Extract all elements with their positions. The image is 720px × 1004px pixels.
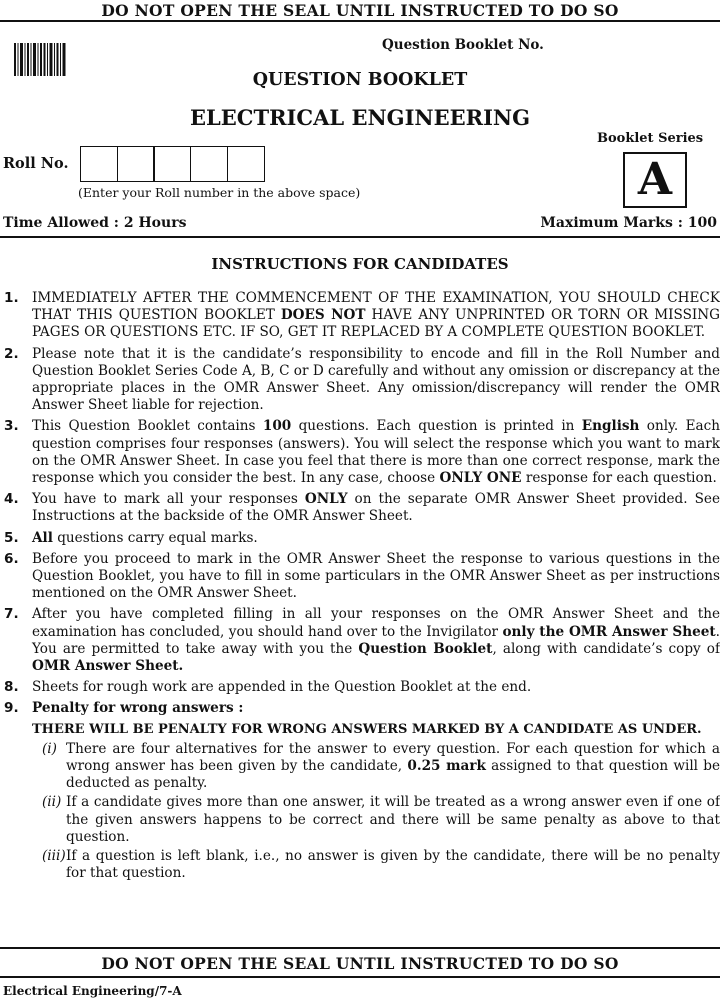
subject-title: ELECTRICAL ENGINEERING xyxy=(189,105,531,130)
instructions-heading: INSTRUCTIONS FOR CANDIDATES xyxy=(211,255,509,273)
instruction-5: 5. All questions carry equal marks. xyxy=(4,529,258,546)
time-allowed: Time Allowed : 2 Hours xyxy=(3,215,187,231)
roll-box[interactable] xyxy=(227,146,265,182)
booklet-title: QUESTION BOOKLET xyxy=(252,70,468,90)
instruction-1: 1. IMMEDIATELY AFTER THE COMMENCEMENT OF THE EXAMINATION, YOU SHOULD CHECK THAT THIS QUESTION BOOKLET DOES NOT HAVE ANY UNPRINTED OR TORN OR MISSING PAGES OR QUESTIONS ETC. IF SO, GET IT REPLACED BY A COMPLETE QUESTION BOOKLET. xyxy=(4,290,720,341)
top-banner: DO NOT OPEN THE SEAL UNTIL INSTRUCTED TO DO SO xyxy=(101,1,619,20)
footer-page-id: Electrical Engineering/7-A xyxy=(3,984,182,998)
instruction-2: 2. Please note that it is the candidate’s responsibility to encode and fill in the Roll Number and Question Booklet Series Code A, B, C or D carefully and without any omission or discrepancy at the appropriate places in the OMR Answer Sheet. Any omission/discrepancy will render the OMR Answer Sheet liable for rejection. xyxy=(4,345,720,414)
roll-number-boxes[interactable] xyxy=(80,146,264,182)
penalty-i: (i) There are four alternatives for the answer to every question. For each question for which a wrong answer has been given by the candidate, 0.25 mark assigned to that question will be deducted as penalty. xyxy=(42,740,720,792)
penalty-iii: (iii) If a question is left blank, i.e., no answer is given by the candidate, there will be no penalty for that question. xyxy=(42,848,720,882)
bottom-rule xyxy=(0,976,720,978)
instruction-9: 9. Penalty for wrong answers : xyxy=(4,700,244,717)
roll-box[interactable] xyxy=(190,146,228,182)
instructions-list xyxy=(0,290,720,883)
instruction-8: 8. Sheets for rough work are appended in the Question Booklet at the end. xyxy=(4,679,532,696)
roll-hint: (Enter your Roll number in the above space) xyxy=(78,185,361,200)
bottom-banner: DO NOT OPEN THE SEAL UNTIL INSTRUCTED TO DO SO xyxy=(101,954,619,973)
roll-box[interactable] xyxy=(153,146,191,182)
series-box: A xyxy=(623,152,687,208)
instruction-4: 4. You have to mark all your responses ONLY on the separate OMR Answer Sheet provided. See Instructions at the backside of the OMR Answer Sheet. xyxy=(4,491,720,525)
penalty-heading: THERE WILL BE PENALTY FOR WRONG ANSWERS MARKED BY A CANDIDATE AS UNDER. xyxy=(32,721,702,737)
booklet-no-label: Question Booklet No. xyxy=(382,37,544,53)
roll-box[interactable] xyxy=(80,146,118,182)
max-marks: Maximum Marks : 100 xyxy=(540,215,717,231)
instruction-3: 3. This Question Booklet contains 100 questions. Each question is printed in English only. Each question comprises four responses (answers). You will select the response which you want to mark on the OMR Answer Sheet. In case you feel that there is more than one correct response, mark the response which you consider the best. In any case, choose ONLY ONE response for each question. xyxy=(4,418,720,487)
penalty-ii: (ii) If a candidate gives more than one answer, it will be treated as a wrong answer even if one of the given answers happens to be correct and there will be same penalty as above to that question. xyxy=(42,794,720,845)
series-label: Booklet Series xyxy=(597,131,704,146)
bottom-rule-top xyxy=(0,947,720,949)
header-rule xyxy=(0,236,720,238)
roll-label: Roll No. xyxy=(3,155,69,172)
roll-box[interactable] xyxy=(117,146,155,182)
instruction-6: 6. Before you proceed to mark in the OMR Answer Sheet the response to various questions in the Question Booklet, you have to fill in some particulars in the OMR Answer Sheet as per instructions mentioned on the OMR Answer Sheet. xyxy=(4,550,720,602)
instruction-7: 7. After you have completed filling in all your responses on the OMR Answer Sheet and the examination has concluded, you should hand over to the Invigilator only the OMR Answer Sheet. You are permitted to take away with you the Question Booklet, along with candidate’s copy of OMR Answer Sheet. xyxy=(4,606,720,675)
top-rule xyxy=(0,20,720,22)
